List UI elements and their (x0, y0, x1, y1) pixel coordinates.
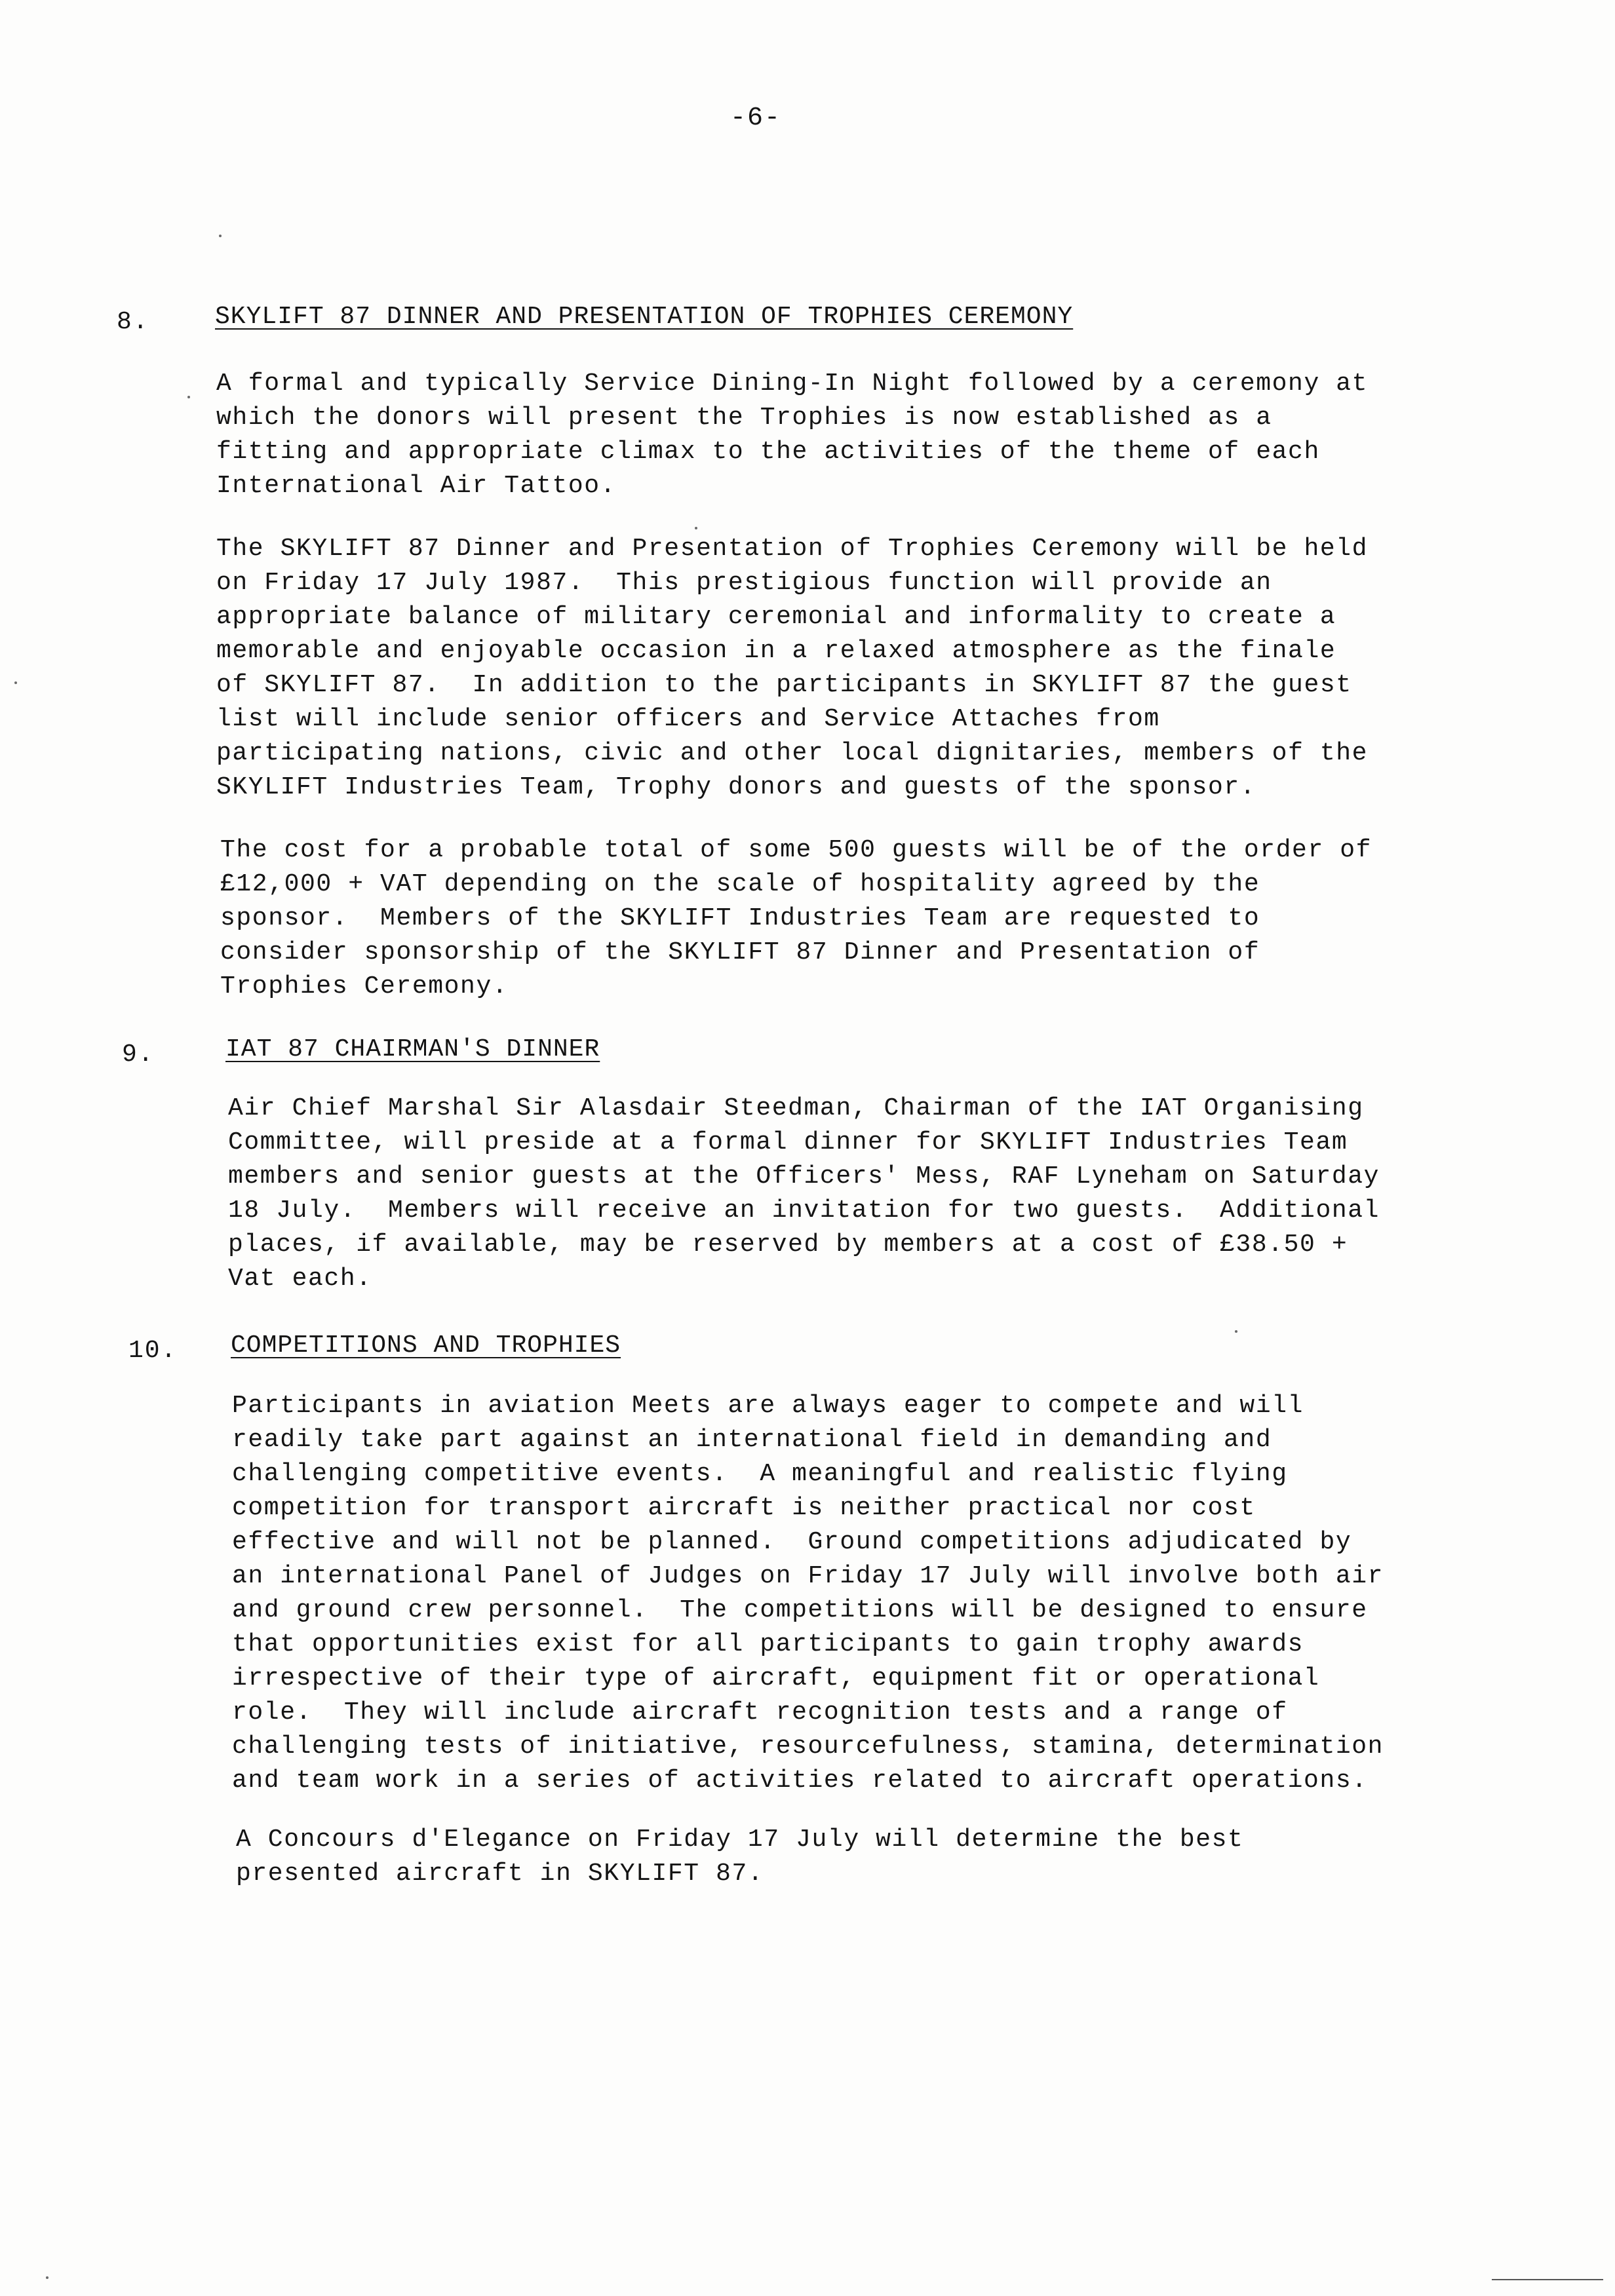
section-number: 10. (128, 1337, 178, 1365)
paragraph: Participants in aviation Meets are always eager to compete and will readily take part against an international field in demanding and challenging competitive events. A meaningful and realistic flying competition for transport aircraft is neither practical nor cost effective and will not be planned. Ground competitions adjudicated by an international Panel of Judges on Friday 17 July will involve both air and ground crew personnel. The competitions will be designed to ensure that opportunities exist for all participants to gain trophy awards irrespective of their type of aircraft, equipment fit or operational role. They will include aircraft recognition tests and a range of challenging tests of initiative, resourcefulness, stamina, determination and team work in a series of activities related to aircraft operations. (232, 1392, 1384, 1795)
paragraph: A formal and typically Service Dining-In Night followed by a ceremony at which the donors will present the Trophies is now established as a fitting and appropriate climax to the activities of the theme of each International Air Tattoo. (216, 370, 1369, 500)
section-heading: SKYLIFT 87 DINNER AND PRESENTATION OF TROPHIES CEREMONY (215, 303, 1074, 331)
paragraph: A Concours d'Elegance on Friday 17 July will determine the best presented aircraft in SKYLIFT 87. (236, 1826, 1244, 1888)
section-heading: IAT 87 CHAIRMAN'S DINNER (225, 1035, 600, 1063)
paragraph: Air Chief Marshal Sir Alasdair Steedman, Chairman of the IAT Organising Committee, will preside at a formal dinner for SKYLIFT Industries Team members and senior guests at the Officers' Mess, RAF Lyneham on Saturday 18 July. Members will receive an invitation for two guests. Additional places, if available, may be reserved by members at a cost of £38.50 + Vat each. (228, 1094, 1380, 1293)
section-number: 9. (122, 1041, 155, 1069)
scan-speck (695, 527, 697, 529)
scan-speck (14, 681, 17, 684)
scan-speck (219, 235, 222, 237)
paragraph: The cost for a probable total of some 500 guests will be of the order of £12,000 + VAT depending on the scale of hospitality agreed by the sponsor. Members of the SKYLIFT Industries Team are requested to consider sponsorship of the SKYLIFT 87 Dinner and Presentation of Trophies Ceremony. (220, 836, 1372, 1001)
footer-rule (1492, 2279, 1603, 2280)
section-heading: COMPETITIONS AND TROPHIES (231, 1331, 621, 1360)
scan-speck (1235, 1330, 1237, 1333)
scan-speck (46, 2276, 49, 2279)
section-number: 8. (117, 308, 149, 336)
paragraph: The SKYLIFT 87 Dinner and Presentation of Trophies Ceremony will be held on Friday 17 July 1987. This prestigious function will provide an appropriate balance of military ceremonial and informality to create a memorable and enjoyable occasion in a relaxed atmosphere as the finale of SKYLIFT 87. In addition to the participants in SKYLIFT 87 the guest list will include senior officers and Service Attaches from participating nations, civic and other local dignitaries, members of the SKYLIFT Industries Team, Trophy donors and guests of the sponsor. (216, 535, 1369, 801)
page-number: -6- (730, 104, 782, 133)
scan-speck (187, 396, 190, 398)
